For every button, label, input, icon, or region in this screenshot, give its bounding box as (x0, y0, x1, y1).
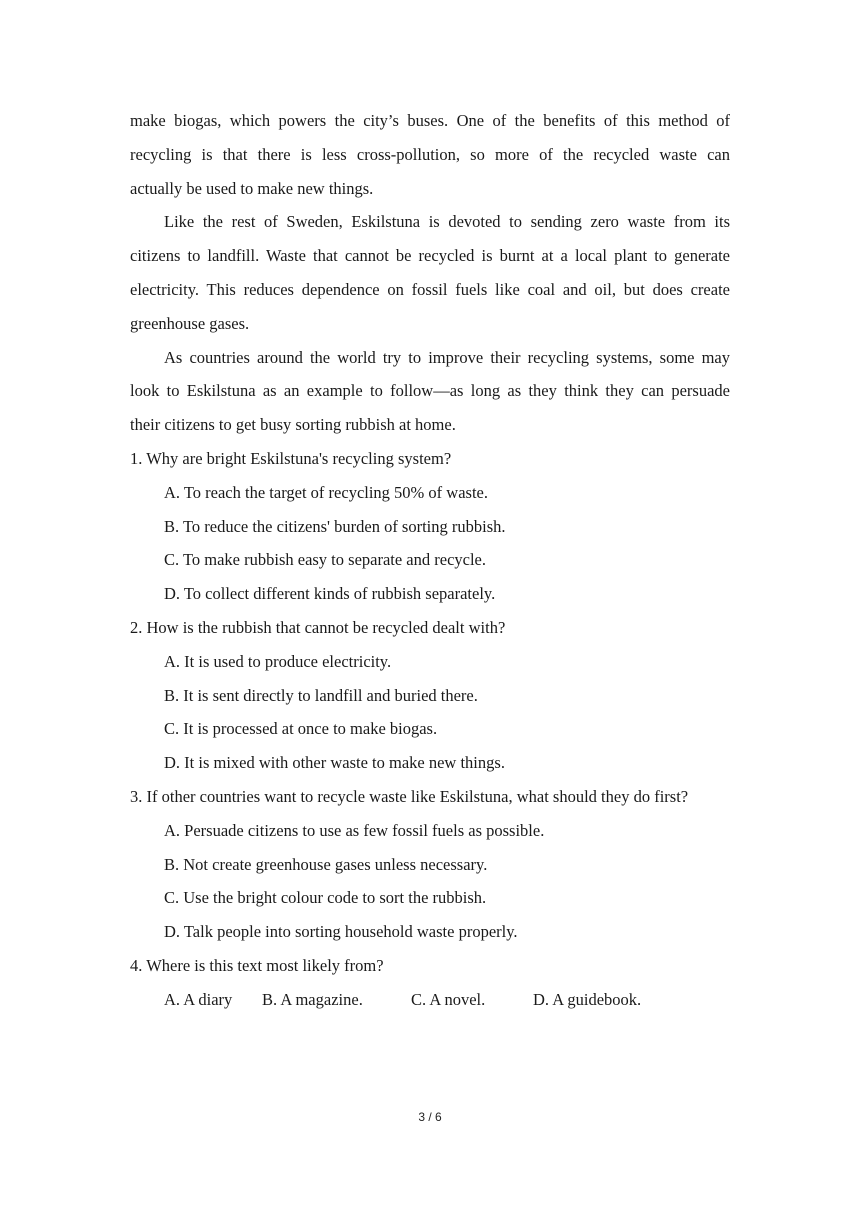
document-page (130, 104, 730, 1017)
question-4 (130, 949, 730, 1017)
question-stem: 2. How is the rubbish that cannot be recycled dealt with? (130, 617, 506, 637)
option-a: A. A diary (164, 989, 233, 1009)
paragraph-line: As countries around the world try to improve their recycling systems, some may (164, 347, 730, 367)
paragraph-2 (130, 205, 730, 340)
option-c: C. To make rubbish easy to separate and recycle. (164, 550, 487, 570)
question-3 (130, 780, 730, 949)
option-a: A. To reach the target of recycling 50% of waste. (164, 482, 488, 502)
paragraph-line: recycling is that there is less cross-pollution, so more of the recycled waste can (130, 144, 730, 164)
question-2 (130, 611, 730, 780)
paragraph-line: look to Eskilstuna as an example to follow—as long as they think they can persuade (130, 381, 730, 401)
question-stem: 1. Why are bright Eskilstuna's recycling system? (130, 448, 452, 468)
option-c: C. Use the bright colour code to sort the rubbish. (164, 888, 487, 908)
option-c: C. A novel. (411, 989, 486, 1009)
option-a: A. Persuade citizens to use as few fossil fuels as possible. (164, 820, 545, 840)
paragraph-line: citizens to landfill. Waste that cannot be recycled is burnt at a local plant to generate (130, 246, 730, 266)
options-row (130, 983, 730, 1017)
question-1 (130, 442, 730, 611)
paragraph-line: actually be used to make new things. (130, 178, 374, 198)
question-stem: 4. Where is this text most likely from? (130, 955, 384, 975)
page-number: 3 / 6 (418, 1110, 442, 1124)
option-d: D. To collect different kinds of rubbish separately. (164, 584, 496, 604)
paragraph-1 (130, 104, 730, 205)
option-b: B. To reduce the citizens' burden of sorting rubbish. (164, 516, 506, 536)
option-d: D. It is mixed with other waste to make new things. (164, 753, 505, 773)
question-stem: 3. If other countries want to recycle waste like Eskilstuna, what should they do first? (130, 786, 689, 806)
paragraph-line: make biogas, which powers the city’s buses. One of the benefits of this method of (130, 111, 730, 130)
paragraph-line: greenhouse gases. (130, 313, 250, 333)
paragraph-line: electricity. This reduces dependence on fossil fuels like coal and oil, but does create (130, 279, 730, 299)
option-c: C. It is processed at once to make biogas. (164, 719, 438, 739)
option-b: B. Not create greenhouse gases unless necessary. (164, 854, 488, 874)
paragraph-3 (130, 341, 730, 442)
option-b: B. A magazine. (262, 989, 363, 1009)
paragraph-line: their citizens to get busy sorting rubbish at home. (130, 415, 456, 435)
option-a: A. It is used to produce electricity. (164, 651, 392, 671)
option-d: D. A guidebook. (533, 989, 642, 1009)
option-d: D. Talk people into sorting household waste properly. (164, 922, 518, 942)
paragraph-line: Like the rest of Sweden, Eskilstuna is devoted to sending zero waste from its (164, 212, 730, 232)
option-b: B. It is sent directly to landfill and buried there. (164, 685, 478, 705)
